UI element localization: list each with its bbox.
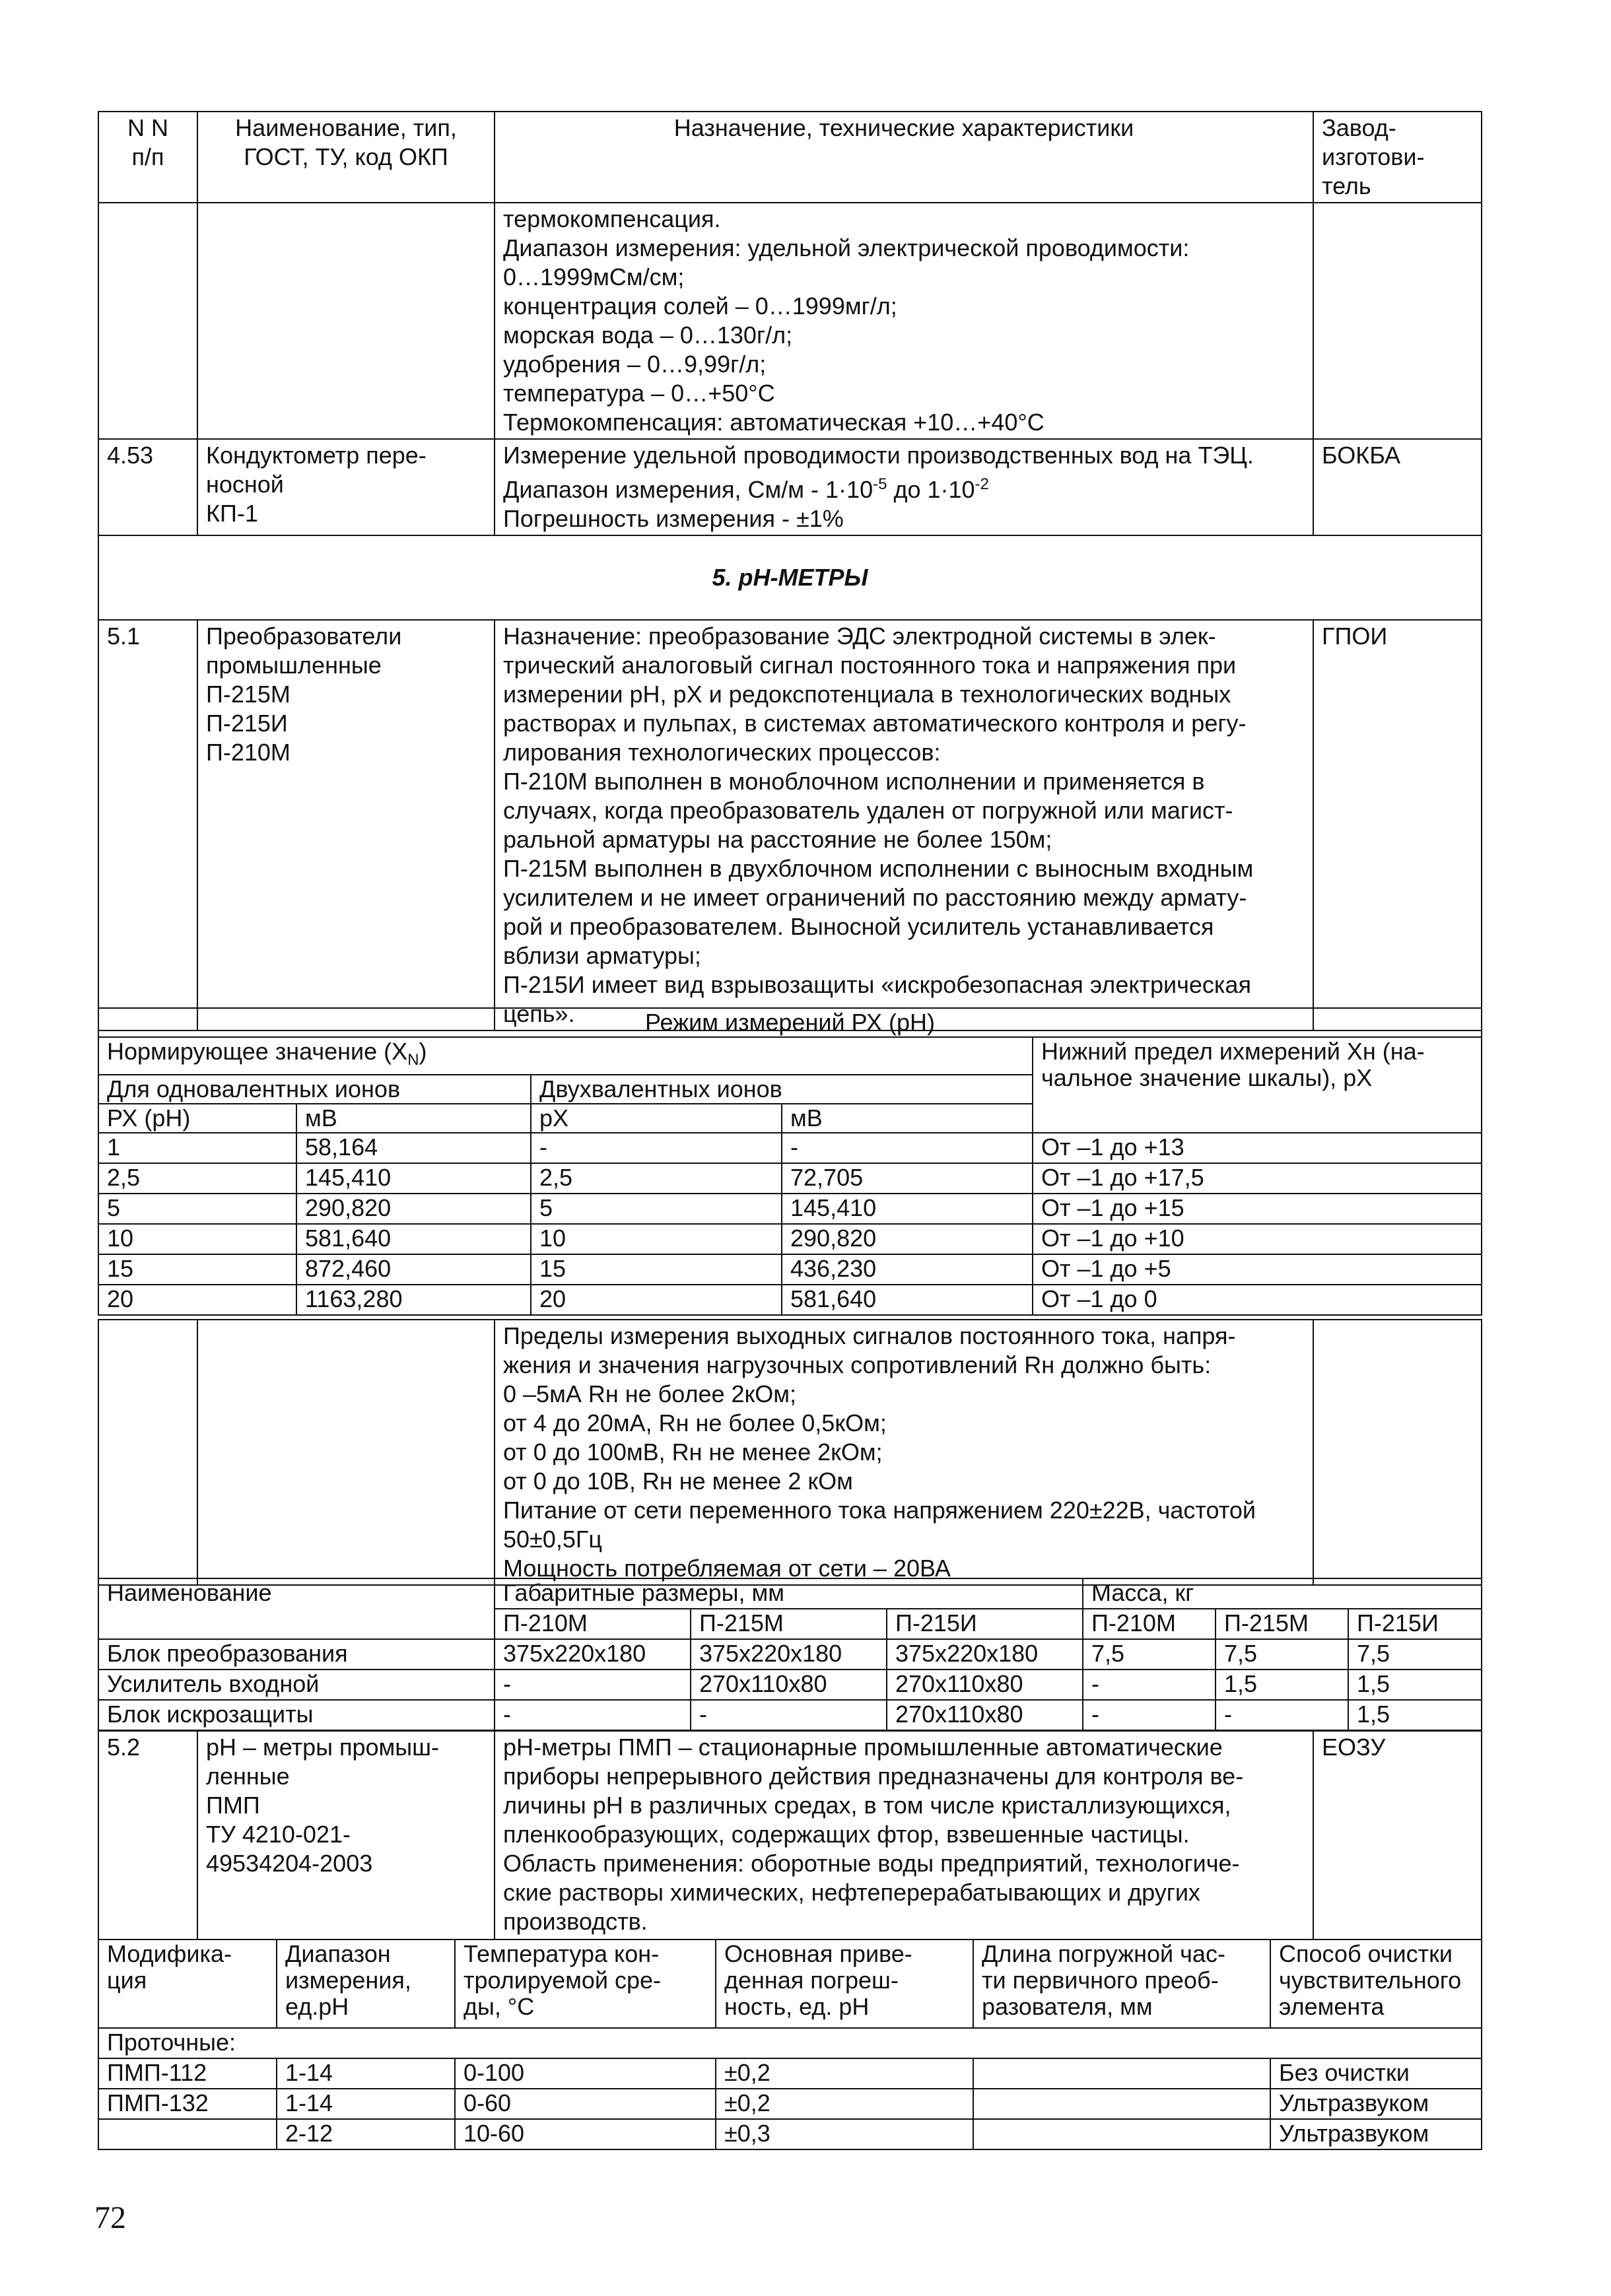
row-maker: ГПОИ	[1313, 620, 1482, 1030]
pmp-header: Модифика- ция	[98, 1940, 277, 2028]
group-label: Проточные:	[98, 2028, 1482, 2058]
table-row: Усилитель входной - 270x110x80 270x110x80 - 1,5 1,5	[98, 1670, 1482, 1700]
row-purpose: рН-метры ПМП – стационарные промышленные автоматические приборы непрерывного действия предназначены для контроля ве- личины рН в различных средах, в том числе кристаллизующихся, пленкообразующих, содержащих фтор, взвешенные частицы. Область применения: оборотные воды предприятий, технологиче- ские растворы химических, нефтеперерабатывающих и других производств.	[495, 1731, 1313, 1940]
model-header: П-210М	[495, 1609, 691, 1639]
mass-header: Масса, кг	[1083, 1578, 1482, 1609]
row-num: 4.53	[98, 439, 197, 535]
table-row: 10 581,640 10 290,820 От –1 до +10	[98, 1224, 1482, 1254]
header-row	[98, 112, 1482, 203]
catalog-table	[98, 111, 1481, 1031]
table-row: Блок искрозащиты - - 270x110x80 - - 1,5	[98, 1700, 1482, 1730]
line-2: Диапазон измерения, $См/м - 1\cdot 10^{-5}$ до $1\cdot 10^{-2}$	[503, 475, 989, 503]
model-header: П-215М	[1216, 1609, 1348, 1639]
pmp-table	[98, 1939, 1481, 2150]
table-row: 20 1163,280 20 581,640 От –1 до 0	[98, 1285, 1482, 1315]
row-maker: ЕОЗУ	[1313, 1731, 1482, 1940]
limits-text: Пределы измерения выходных сигналов постоянного тока, напря- жения и значения нагрузочных сопротивлений Rн должно быть: 0 –5мА Rн не более 2кОм; от 4 до 20мА, Rн не более 0,5кОм; от 0 до 100мВ, Rн не менее 2кОм; от 0 до 10В, Rн не менее 2 кОм Питание от сети переменного тока напряжением 220±22В, частотой 50±0,5Гц Мощность потребляемая от сети – 20ВА	[495, 1320, 1313, 1585]
header-name: Наименование, тип, ГОСТ, ТУ, код ОКП	[197, 112, 495, 203]
table-row: 1 58,164 - - От –1 до +13	[98, 1133, 1482, 1163]
row-num: 5.1	[98, 620, 197, 1030]
page-number: 72	[94, 2200, 126, 2235]
norm-label: Нормирующее значение $(X_N)$	[98, 1037, 1033, 1075]
name-header: Наименование	[98, 1578, 495, 1639]
col-mv2: мВ	[782, 1104, 1033, 1133]
table-row: 15 872,460 15 436,230 От –1 до +5	[98, 1254, 1482, 1285]
lower-limit-header: Нижний предел ихмерений Хн (на- чальное значение шкалы), рХ	[1033, 1037, 1482, 1133]
di-header: Двухвалентных ионов	[531, 1075, 1033, 1104]
model-header: П-215И	[1348, 1609, 1482, 1639]
dimensions-table	[98, 1578, 1481, 1731]
row-name: рН – метры промыш- ленные ПМП ТУ 4210-021- 49534204-2003	[197, 1731, 495, 1940]
pmp-header: Температура кон- тролируемой сре- ды, °С	[455, 1940, 716, 2028]
header-num: N N п/п	[98, 112, 197, 203]
mono-header: Для одновалентных ионов	[98, 1075, 531, 1104]
row-4-53	[98, 439, 1482, 535]
continuation-text: термокомпенсация. Диапазон измерения: удельной электрической проводимости: 0…1999мСм/см; концентрация солей – 0…1999мг/л; морская вода – 0…130г/л; удобрения – 0…9,99г/л; температура – 0…+50°С Термокомпенсация: автоматическая +10…+40°С	[495, 203, 1313, 439]
dims-header: Габаритные размеры, мм	[495, 1578, 1083, 1609]
col-px-ph: РХ (рН)	[98, 1104, 296, 1133]
mode-table	[98, 1007, 1481, 1316]
table-row: ПМП-132 1-14 0-60 ±0,2 Ультразвуком	[98, 2089, 1482, 2119]
limits-table	[98, 1319, 1481, 1586]
model-header: П-215М	[691, 1609, 887, 1639]
row-num: 5.2	[98, 1731, 197, 1940]
col-mv: мВ	[296, 1104, 531, 1133]
table-row: ПМП-112 1-14 0-100 ±0,2 Без очистки	[98, 2058, 1482, 2089]
limits-row	[98, 1320, 1482, 1585]
model-header: П-210М	[1083, 1609, 1216, 1639]
pmp-header: Основная приве- денная погреш- ность, ед. рН	[716, 1940, 973, 2028]
col-px: рХ	[531, 1104, 782, 1133]
header-purpose: Назначение, технические характеристики	[495, 112, 1313, 203]
pmp-header: Способ очистки чувствительного элемента	[1270, 1940, 1482, 2028]
table-row: 2-12 10-60 ±0,3 Ультразвуком	[98, 2119, 1482, 2149]
continuation-row	[98, 203, 1482, 439]
section-row	[98, 535, 1482, 620]
row-purpose: Назначение: преобразование ЭДС электродной системы в элек- трический аналоговый сигнал постоянного тока и напряжения при измерении рН, рХ и редокспотенциала в технологических водных растворах и пульпах, в системах автоматического контроля и регу- лирования технологических процессов: П-210М выполнен в моноблочном исполнении и применяется в случаях, когда преобразователь удален от погружной или магист- ральной арматуры на расстояние не более 150м; П-215М выполнен в двухблочном исполнении с выносным входным усилителем и не имеет ограничений по расстоянию между армату- рой и преобразователем. Выносной усилитель устанавливается вблизи арматуры; П-215И имеет вид взрывозащиты «искробезопасная электрическая цепь».	[495, 620, 1313, 1030]
row-name: Кондуктометр пере- носной КП-1	[197, 439, 495, 535]
section-title: 5. рН-МЕТРЫ	[98, 535, 1482, 620]
row-5-2	[98, 1731, 1482, 1940]
model-header: П-215И	[887, 1609, 1083, 1639]
line-1: Измерение удельной проводимости производственных вод на ТЭЦ.	[503, 442, 1254, 469]
row-5-1	[98, 620, 1482, 1030]
table-row: Блок преобразования 375x220x180 375x220x180 375x220x180 7,5 7,5 7,5	[98, 1639, 1482, 1670]
table-row: 2,5 145,410 2,5 72,705 От –1 до +17,5	[98, 1163, 1482, 1194]
pmp-header: Диапазон измерения, ед.рН	[277, 1940, 455, 2028]
pmp-header: Длина погружной час- ти первичного преоб- разователя, мм	[973, 1940, 1270, 2028]
line-3: Погрешность измерения - ±1%	[503, 505, 844, 532]
row-5-2-table	[98, 1730, 1481, 1940]
table-row: 5 290,820 5 145,410 От –1 до +15	[98, 1194, 1482, 1224]
mode-title: Режим измерений РХ (рН)	[98, 1008, 1482, 1037]
header-maker: Завод- изготови- тель	[1313, 112, 1482, 203]
row-maker: БОКБА	[1313, 439, 1482, 535]
row-purpose	[495, 439, 1313, 535]
row-name: Преобразователи промышленные П-215М П-215И П-210М	[197, 620, 495, 1030]
